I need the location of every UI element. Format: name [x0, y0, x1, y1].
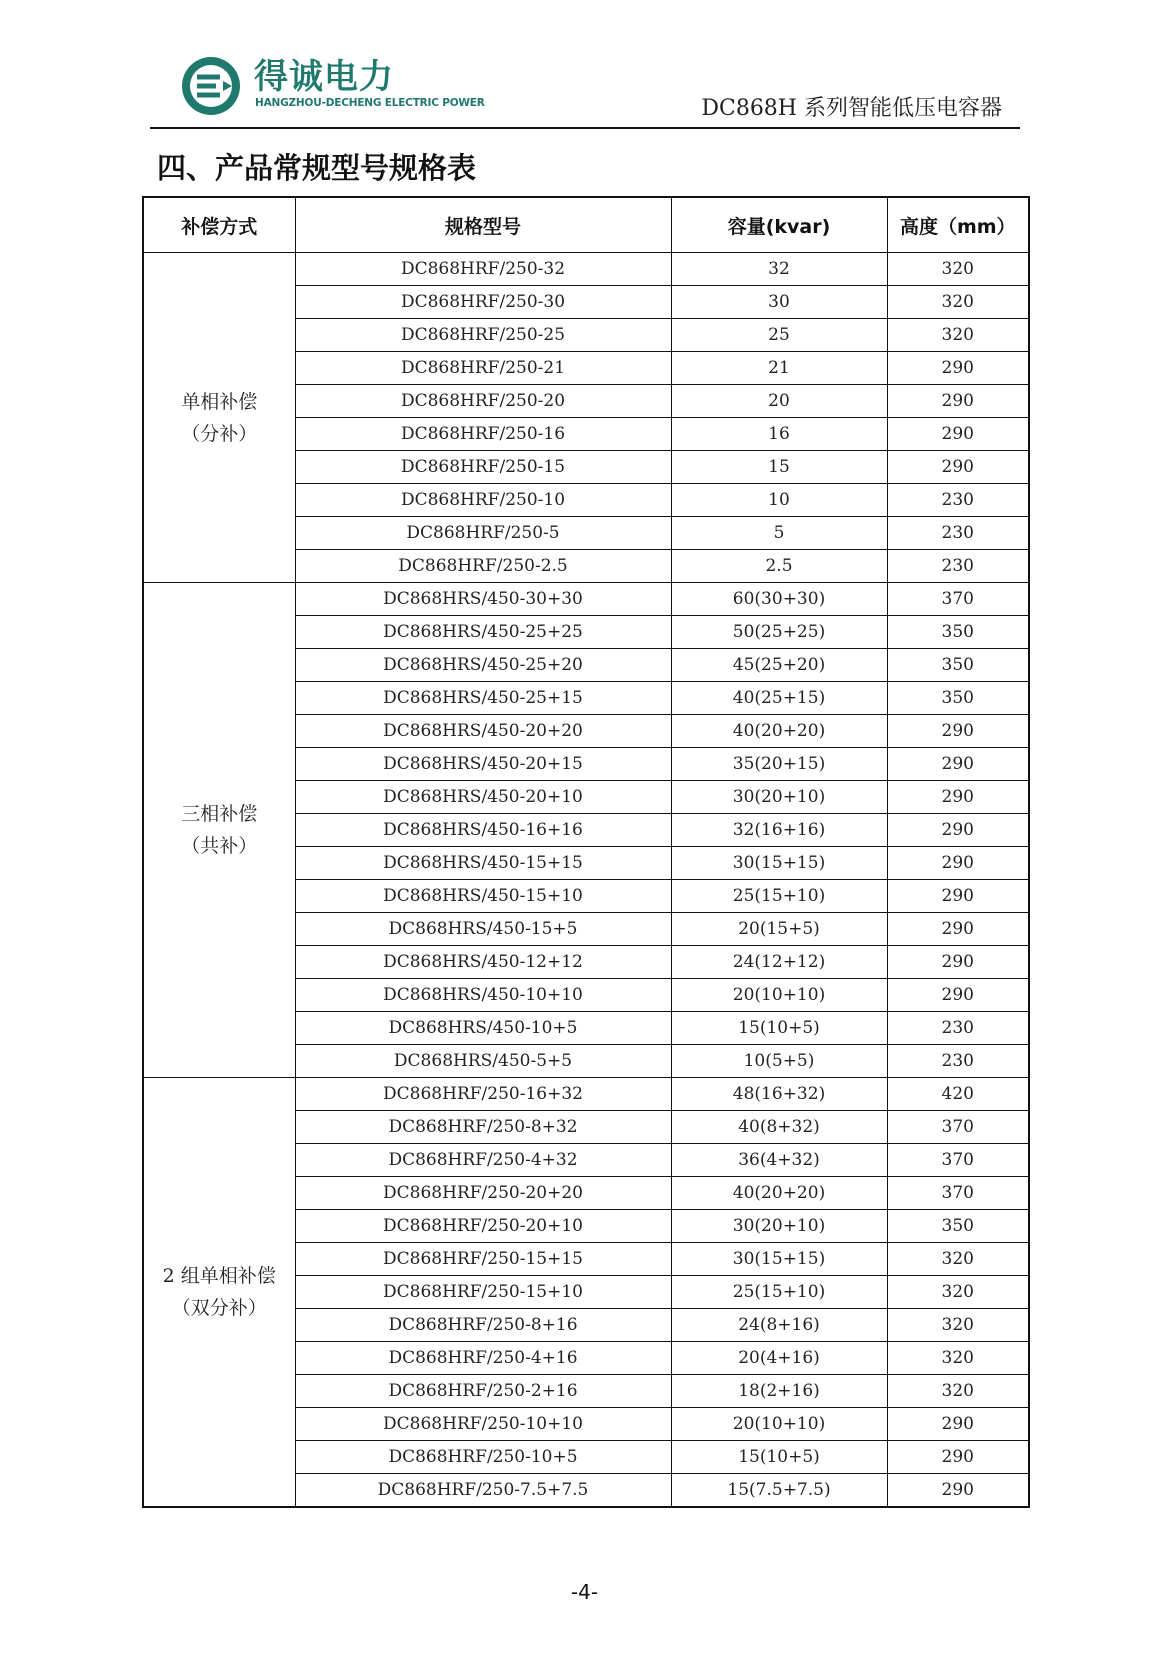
group-label-line2: （分补）	[181, 422, 258, 445]
header-height: 高度（mm）	[887, 197, 1029, 253]
height-cell: 290	[887, 352, 1029, 385]
height-cell: 350	[887, 616, 1029, 649]
height-cell: 290	[887, 1408, 1029, 1441]
table-row	[143, 1078, 1029, 1111]
model-cell: DC868HRS/450-16+16	[295, 814, 671, 847]
group-label-line1: 三相补偿	[181, 803, 258, 825]
height-cell: 370	[887, 1177, 1029, 1210]
capacity-cell: 10	[671, 484, 887, 517]
height-cell: 290	[887, 1441, 1029, 1474]
capacity-cell: 40(25+15)	[671, 682, 887, 715]
page-number: -4-	[570, 1580, 599, 1604]
height-cell: 290	[887, 781, 1029, 814]
model-cell: DC868HRS/450-20+20	[295, 715, 671, 748]
height-cell: 370	[887, 1111, 1029, 1144]
height-cell: 350	[887, 1210, 1029, 1243]
height-cell: 290	[887, 715, 1029, 748]
group-label-line2: （共补）	[181, 835, 258, 857]
model-cell: DC868HRS/450-15+10	[295, 880, 671, 913]
capacity-cell: 24(12+12)	[671, 946, 887, 979]
height-cell: 320	[887, 1276, 1029, 1309]
table-row	[143, 253, 1029, 286]
capacity-cell: 15(10+5)	[671, 1441, 887, 1474]
height-cell: 290	[887, 913, 1029, 946]
model-cell: DC868HRS/450-15+15	[295, 847, 671, 880]
height-cell: 230	[887, 550, 1029, 583]
model-cell: DC868HRF/250-20	[295, 385, 671, 418]
model-cell: DC868HRF/250-25	[295, 319, 671, 352]
height-cell: 420	[887, 1078, 1029, 1111]
capacity-cell: 32	[671, 253, 887, 286]
height-cell: 290	[887, 847, 1029, 880]
compensation-group-label	[143, 583, 295, 1078]
model-cell: DC868HRF/250-15+10	[295, 1276, 671, 1309]
capacity-cell: 60(30+30)	[671, 583, 887, 616]
spec-table	[142, 196, 1030, 1508]
table-row	[143, 583, 1029, 616]
height-cell: 320	[887, 1243, 1029, 1276]
compensation-group-label	[143, 253, 295, 583]
capacity-cell: 50(25+25)	[671, 616, 887, 649]
capacity-cell: 48(16+32)	[671, 1078, 887, 1111]
height-cell: 290	[887, 979, 1029, 1012]
capacity-cell: 24(8+16)	[671, 1309, 887, 1342]
capacity-cell: 15(10+5)	[671, 1012, 887, 1045]
height-cell: 290	[887, 814, 1029, 847]
model-cell: DC868HRS/450-30+30	[295, 583, 671, 616]
model-cell: DC868HRS/450-10+5	[295, 1012, 671, 1045]
height-cell: 230	[887, 1012, 1029, 1045]
height-cell: 320	[887, 253, 1029, 286]
model-cell: DC868HRS/450-12+12	[295, 946, 671, 979]
height-cell: 350	[887, 682, 1029, 715]
capacity-cell: 20(10+10)	[671, 979, 887, 1012]
capacity-cell: 40(20+20)	[671, 1177, 887, 1210]
decheng-logo-icon	[180, 55, 242, 117]
capacity-cell: 30(15+15)	[671, 847, 887, 880]
model-cell: DC868HRF/250-10+10	[295, 1408, 671, 1441]
capacity-cell: 25	[671, 319, 887, 352]
model-cell: DC868HRF/250-5	[295, 517, 671, 550]
height-cell: 230	[887, 517, 1029, 550]
model-cell: DC868HRS/450-25+15	[295, 682, 671, 715]
model-cell: DC868HRS/450-5+5	[295, 1045, 671, 1078]
model-cell: DC868HRF/250-20+10	[295, 1210, 671, 1243]
table-header-row	[143, 197, 1029, 253]
model-cell: DC868HRS/450-10+10	[295, 979, 671, 1012]
compensation-group-label	[143, 1078, 295, 1508]
height-cell: 290	[887, 748, 1029, 781]
height-cell: 290	[887, 1474, 1029, 1508]
capacity-cell: 20(10+10)	[671, 1408, 887, 1441]
model-cell: DC868HRF/250-8+32	[295, 1111, 671, 1144]
header-capacity: 容量(kvar)	[671, 197, 887, 253]
capacity-cell: 15	[671, 451, 887, 484]
model-cell: DC868HRF/250-16	[295, 418, 671, 451]
height-cell: 290	[887, 451, 1029, 484]
model-cell: DC868HRS/450-25+25	[295, 616, 671, 649]
capacity-cell: 40(20+20)	[671, 715, 887, 748]
height-cell: 350	[887, 649, 1029, 682]
model-cell: DC868HRF/250-16+32	[295, 1078, 671, 1111]
height-cell: 230	[887, 484, 1029, 517]
height-cell: 290	[887, 418, 1029, 451]
height-cell: 370	[887, 583, 1029, 616]
brand-name-en: HANGZHOU-DECHENG ELECTRIC POWER	[255, 97, 485, 109]
header-divider	[150, 127, 1020, 129]
capacity-cell: 18(2+16)	[671, 1375, 887, 1408]
height-cell: 320	[887, 1375, 1029, 1408]
model-cell: DC868HRF/250-30	[295, 286, 671, 319]
header-compensation-mode: 补偿方式	[143, 197, 295, 253]
model-cell: DC868HRF/250-32	[295, 253, 671, 286]
capacity-cell: 10(5+5)	[671, 1045, 887, 1078]
model-cell: DC868HRF/250-2+16	[295, 1375, 671, 1408]
height-cell: 320	[887, 286, 1029, 319]
group-label-line1: 2 组单相补偿	[162, 1265, 276, 1287]
model-cell: DC868HRS/450-25+20	[295, 649, 671, 682]
capacity-cell: 16	[671, 418, 887, 451]
page-header	[150, 45, 1020, 130]
capacity-cell: 35(20+15)	[671, 748, 887, 781]
capacity-cell: 20(4+16)	[671, 1342, 887, 1375]
capacity-cell: 25(15+10)	[671, 880, 887, 913]
height-cell: 290	[887, 880, 1029, 913]
model-cell: DC868HRS/450-20+15	[295, 748, 671, 781]
group-label-line2: （双分补）	[171, 1297, 267, 1319]
capacity-cell: 20	[671, 385, 887, 418]
brand-name-cn: 得诚电力	[254, 57, 394, 97]
model-cell: DC868HRS/450-20+10	[295, 781, 671, 814]
group-label-line1: 单相补偿	[181, 390, 258, 413]
capacity-cell: 25(15+10)	[671, 1276, 887, 1309]
capacity-cell: 21	[671, 352, 887, 385]
model-cell: DC868HRF/250-2.5	[295, 550, 671, 583]
model-cell: DC868HRF/250-8+16	[295, 1309, 671, 1342]
model-cell: DC868HRS/450-15+5	[295, 913, 671, 946]
height-cell: 290	[887, 385, 1029, 418]
capacity-cell: 36(4+32)	[671, 1144, 887, 1177]
header-model: 规格型号	[295, 197, 671, 253]
capacity-cell: 32(16+16)	[671, 814, 887, 847]
model-cell: DC868HRF/250-20+20	[295, 1177, 671, 1210]
model-cell: DC868HRF/250-15	[295, 451, 671, 484]
height-cell: 320	[887, 1342, 1029, 1375]
model-cell: DC868HRF/250-4+32	[295, 1144, 671, 1177]
model-cell: DC868HRF/250-21	[295, 352, 671, 385]
capacity-cell: 2.5	[671, 550, 887, 583]
capacity-cell: 15(7.5+7.5)	[671, 1474, 887, 1508]
height-cell: 320	[887, 319, 1029, 352]
capacity-cell: 30	[671, 286, 887, 319]
document-title: DC868H 系列智能低压电容器	[701, 96, 1002, 121]
section-heading: 四、产品常规型号规格表	[157, 151, 477, 185]
capacity-cell: 30(20+10)	[671, 781, 887, 814]
height-cell: 230	[887, 1045, 1029, 1078]
table-body	[143, 253, 1029, 1508]
height-cell: 320	[887, 1309, 1029, 1342]
capacity-cell: 30(20+10)	[671, 1210, 887, 1243]
model-cell: DC868HRF/250-10	[295, 484, 671, 517]
capacity-cell: 30(15+15)	[671, 1243, 887, 1276]
model-cell: DC868HRF/250-10+5	[295, 1441, 671, 1474]
capacity-cell: 40(8+32)	[671, 1111, 887, 1144]
height-cell: 290	[887, 946, 1029, 979]
height-cell: 370	[887, 1144, 1029, 1177]
capacity-cell: 45(25+20)	[671, 649, 887, 682]
model-cell: DC868HRF/250-4+16	[295, 1342, 671, 1375]
model-cell: DC868HRF/250-15+15	[295, 1243, 671, 1276]
capacity-cell: 20(15+5)	[671, 913, 887, 946]
capacity-cell: 5	[671, 517, 887, 550]
model-cell: DC868HRF/250-7.5+7.5	[295, 1474, 671, 1508]
